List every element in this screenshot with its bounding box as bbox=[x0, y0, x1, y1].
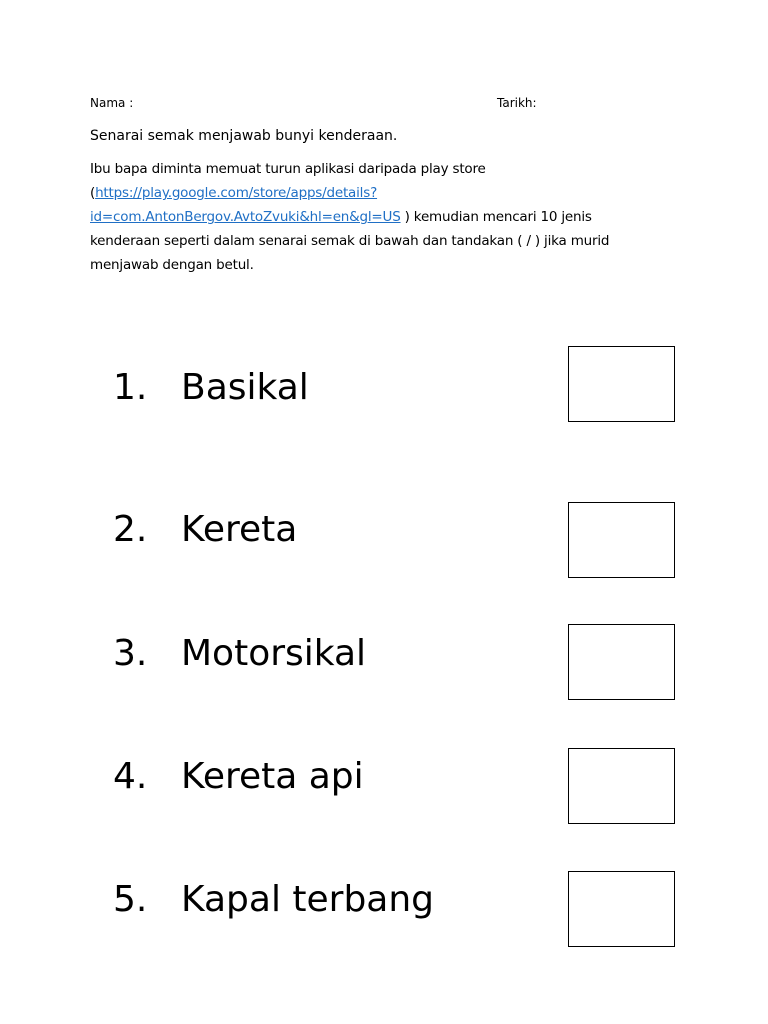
instruction-line-3-rest: ) kemudian mencari 10 jenis bbox=[400, 209, 592, 225]
instruction-line-2 bbox=[90, 181, 377, 205]
item-label-basikal: Basikal bbox=[181, 367, 309, 408]
item-number: 2. bbox=[113, 509, 148, 550]
item-number: 4. bbox=[113, 756, 148, 797]
item-label-kapal-terbang: Kapal terbang bbox=[181, 879, 435, 920]
name-label: Nama : bbox=[90, 96, 134, 110]
instruction-line-1: Ibu bapa diminta memuat turun aplikasi daripada play store bbox=[90, 161, 486, 177]
checkbox-motorsikal[interactable] bbox=[568, 624, 675, 700]
item-label-kereta-api: Kereta api bbox=[181, 756, 364, 797]
instruction-line-4: kenderaan seperti dalam senarai semak di bawah dan tandakan ( / ) jika murid bbox=[90, 233, 610, 249]
item-label-kereta: Kereta bbox=[181, 509, 298, 550]
item-number: 1. bbox=[113, 367, 148, 408]
item-label-motorsikal: Motorsikal bbox=[181, 633, 367, 674]
checkbox-kapal-terbang[interactable] bbox=[568, 871, 675, 947]
worksheet-title: Senarai semak menjawab bunyi kenderaan. bbox=[90, 128, 398, 144]
checkbox-kereta[interactable] bbox=[568, 502, 675, 578]
instruction-line-5: menjawab dengan betul. bbox=[90, 257, 254, 273]
playstore-link-part-2[interactable]: id=com.AntonBergov.AvtoZvuki&hl=en&gl=US bbox=[90, 209, 401, 225]
checkbox-basikal[interactable] bbox=[568, 346, 675, 422]
item-number: 5. bbox=[113, 879, 148, 920]
instruction-line-3 bbox=[90, 205, 592, 229]
checkbox-kereta-api[interactable] bbox=[568, 748, 675, 824]
paren-open: ( bbox=[90, 185, 96, 201]
playstore-link-part-1[interactable]: https://play.google.com/store/apps/details? bbox=[95, 185, 378, 201]
date-label: Tarikh: bbox=[497, 96, 537, 110]
item-number: 3. bbox=[113, 633, 148, 674]
